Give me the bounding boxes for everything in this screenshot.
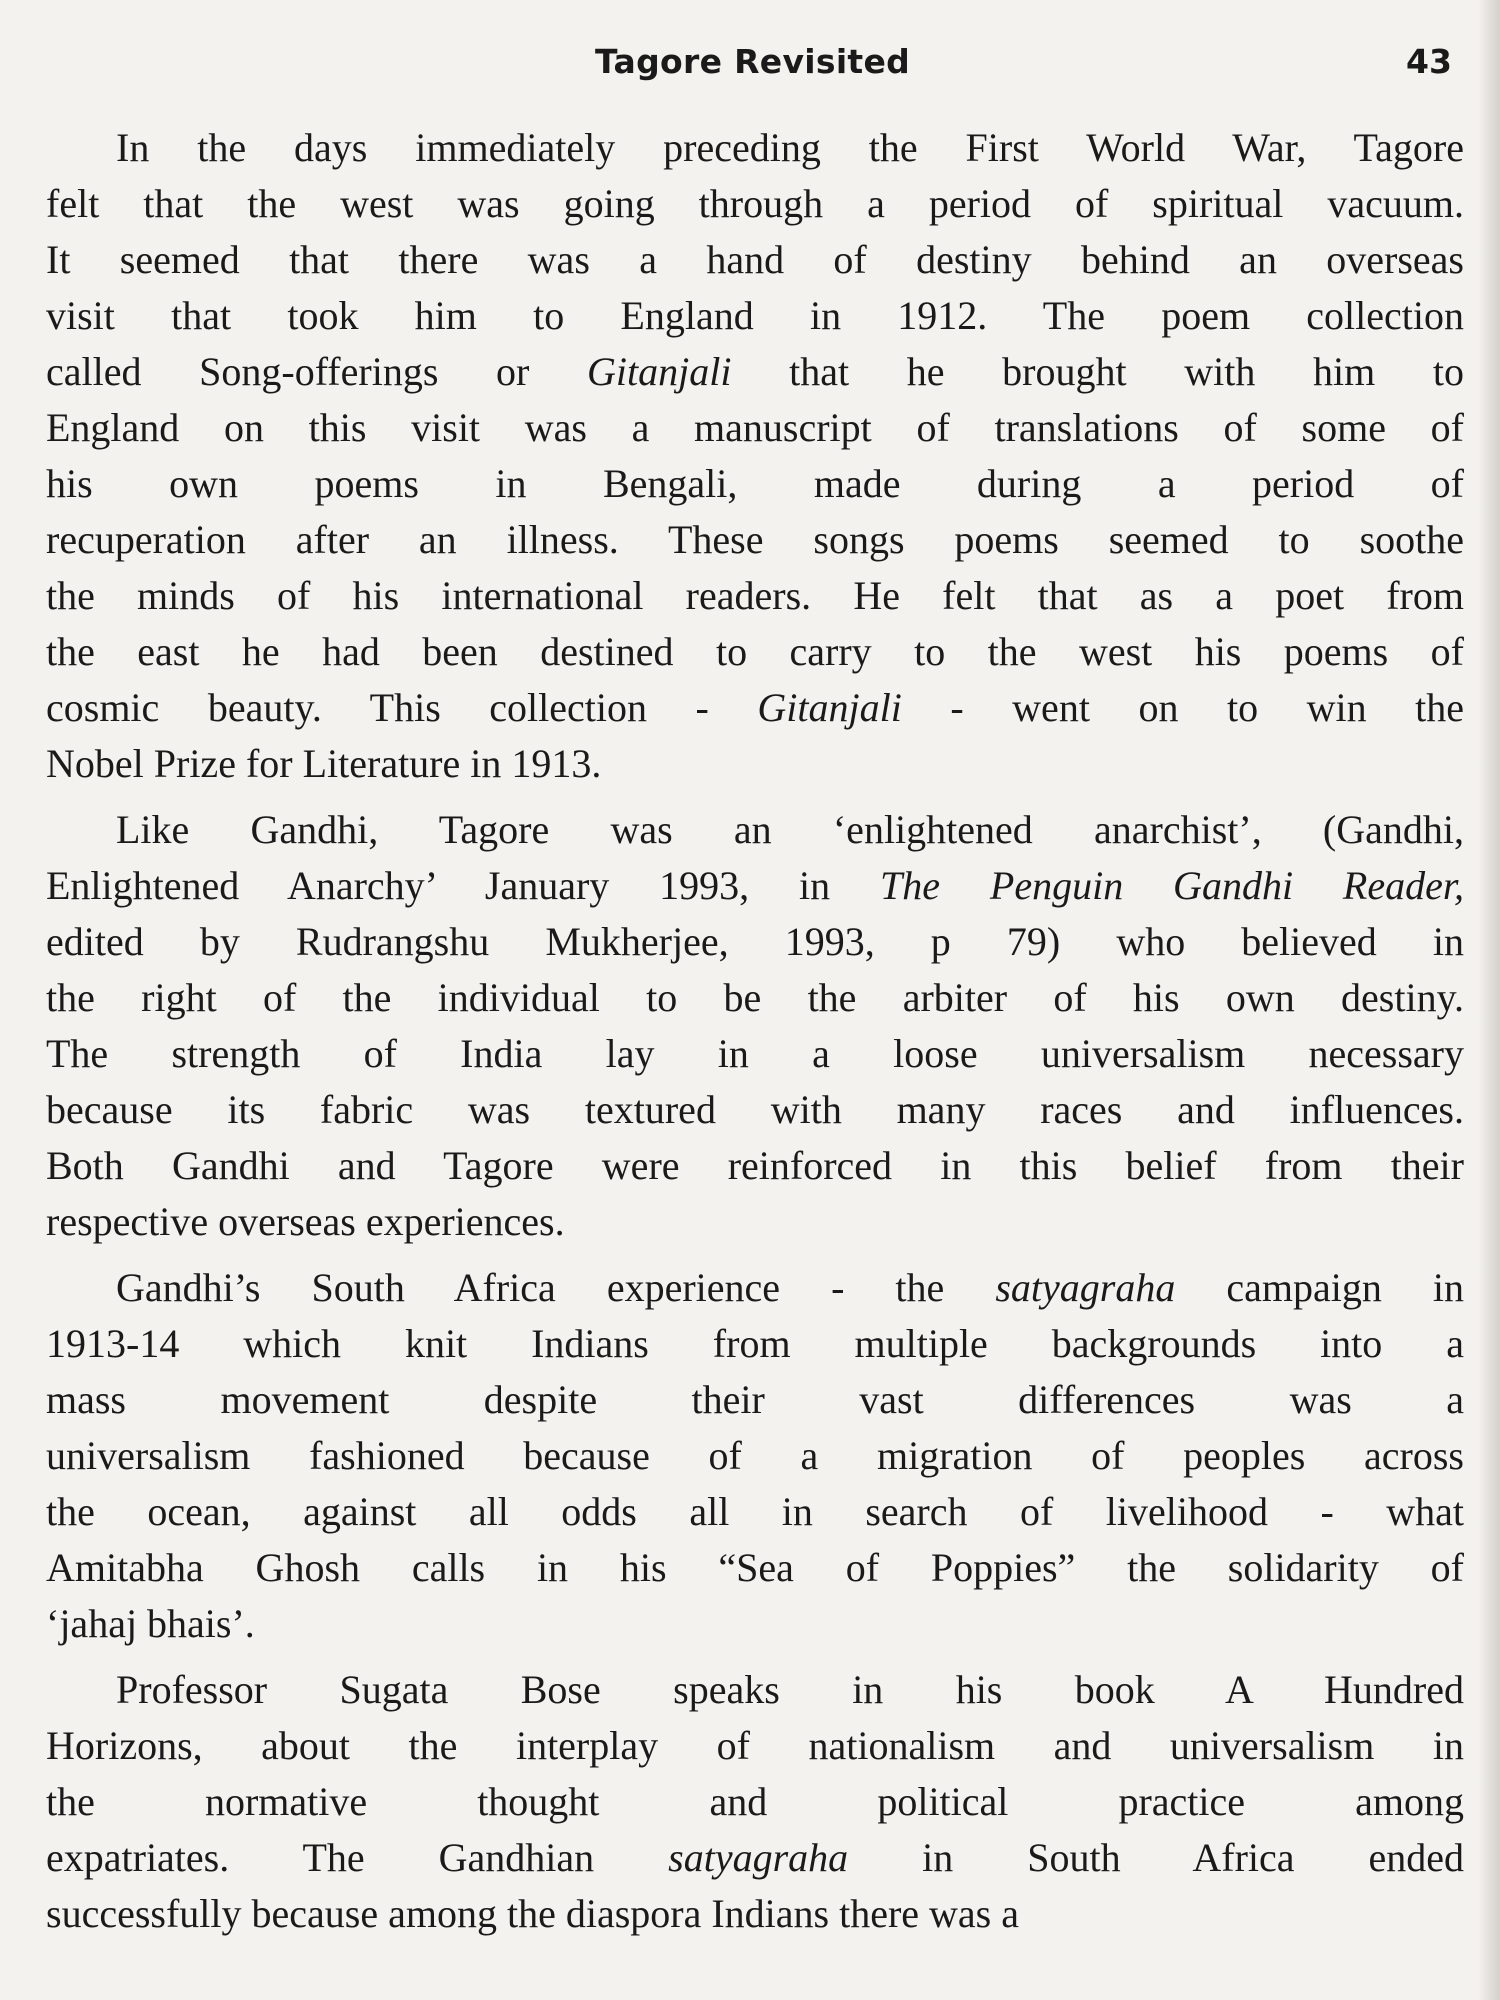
text-line [46, 680, 1464, 736]
text-run: Enlightened Anarchy’ January 1993, in [46, 863, 881, 908]
italic-text: The Penguin Gandhi Reader, [880, 863, 1464, 908]
text-run: The strength of India lay in a loose universalism necessary [46, 1031, 1464, 1076]
text-line [46, 512, 1464, 568]
text-line [46, 1718, 1464, 1774]
italic-text: Gitanjali [757, 685, 902, 730]
text-run: edited by Rudrangshu Mukherjee, 1993, p 79) who believed in [46, 919, 1464, 964]
paragraph [46, 1260, 1464, 1652]
paragraph-gap [46, 1250, 1464, 1260]
text-run: the right of the individual to be the arbiter of his own destiny. [46, 975, 1464, 1020]
text-run: respective overseas experiences. [46, 1199, 565, 1244]
paragraph [46, 802, 1464, 1250]
text-run: ‘jahaj bhais’. [46, 1601, 255, 1646]
text-run: It seemed that there was a hand of destiny behind an overseas [46, 237, 1464, 282]
text-line [46, 1886, 1464, 1942]
text-line [46, 232, 1464, 288]
text-run: England on this visit was a manuscript of translations of some of [46, 405, 1464, 450]
text-line [46, 1260, 1464, 1316]
text-run: cosmic beauty. This collection - [46, 685, 758, 730]
paragraph-gap [46, 1652, 1464, 1662]
text-line [46, 568, 1464, 624]
text-run: the ocean, against all odds all in search of livelihood - what [46, 1489, 1464, 1534]
text-run: expatriates. The Gandhian [46, 1835, 669, 1880]
text-run: the east he had been destined to carry to the west his poems of [46, 629, 1464, 674]
body-text [46, 120, 1464, 1942]
text-line [46, 970, 1464, 1026]
text-run: Horizons, about the interplay of nationalism and universalism in [46, 1723, 1464, 1768]
text-line [46, 1830, 1464, 1886]
text-run: because its fabric was textured with many races and influences. [46, 1087, 1464, 1132]
text-run: in South Africa ended [848, 1835, 1464, 1880]
text-line [46, 736, 1464, 792]
italic-text: satyagraha [995, 1265, 1176, 1310]
running-title: Tagore Revisited [595, 42, 911, 81]
text-run: recuperation after an illness. These songs poems seemed to soothe [46, 517, 1464, 562]
text-run: visit that took him to England in 1912. The poem collection [46, 293, 1464, 338]
text-run: Like Gandhi, Tagore was an ‘enlightened anarchist’, (Gandhi, [116, 807, 1464, 852]
text-run: In the days immediately preceding the First World War, Tagore [116, 125, 1464, 170]
text-run: that he brought with him to [731, 349, 1464, 394]
text-line [46, 1774, 1464, 1830]
page-number: 43 [1406, 42, 1452, 81]
text-run: Nobel Prize for Literature in 1913. [46, 741, 602, 786]
text-run: the minds of his international readers. He felt that as a poet from [46, 573, 1464, 618]
paragraph-gap [46, 792, 1464, 802]
paragraph [46, 120, 1464, 792]
text-run: Both Gandhi and Tagore were reinforced in this belief from their [46, 1143, 1464, 1188]
text-line [46, 1372, 1464, 1428]
text-run: the normative thought and political practice among [46, 1779, 1464, 1824]
text-line [46, 624, 1464, 680]
text-line [46, 120, 1464, 176]
text-line [46, 344, 1464, 400]
italic-text: Gitanjali [587, 349, 732, 394]
text-line [46, 1428, 1464, 1484]
text-run: universalism fashioned because of a migration of peoples across [46, 1433, 1464, 1478]
text-line [46, 914, 1464, 970]
text-line [46, 1540, 1464, 1596]
text-run: felt that the west was going through a period of spiritual vacuum. [46, 181, 1464, 226]
text-line [46, 1316, 1464, 1372]
page-edge-shadow [1478, 0, 1500, 2000]
running-header [0, 42, 1500, 92]
text-run: Amitabha Ghosh calls in his “Sea of Poppies” the solidarity of [46, 1545, 1464, 1590]
paragraph [46, 1662, 1464, 1942]
text-line [46, 456, 1464, 512]
text-line [46, 1484, 1464, 1540]
text-run: called Song-offerings or [46, 349, 588, 394]
text-run: mass movement despite their vast differences was a [46, 1377, 1464, 1422]
text-line [46, 802, 1464, 858]
text-line [46, 1082, 1464, 1138]
text-line [46, 400, 1464, 456]
text-line [46, 1662, 1464, 1718]
text-run: his own poems in Bengali, made during a period of [46, 461, 1464, 506]
text-run: - went on to win the [901, 685, 1464, 730]
text-line [46, 176, 1464, 232]
text-line [46, 288, 1464, 344]
text-run: campaign in [1175, 1265, 1464, 1310]
text-line [46, 1194, 1464, 1250]
text-line [46, 1596, 1464, 1652]
text-run: Gandhi’s South Africa experience - the [116, 1265, 996, 1310]
text-run: successfully because among the diaspora Indians there was a [46, 1891, 1019, 1936]
text-line [46, 858, 1464, 914]
text-run: Professor Sugata Bose speaks in his book A Hundred [116, 1667, 1464, 1712]
text-line [46, 1026, 1464, 1082]
text-line [46, 1138, 1464, 1194]
text-run: 1913-14 which knit Indians from multiple backgrounds into a [46, 1321, 1464, 1366]
italic-text: satyagraha [668, 1835, 849, 1880]
